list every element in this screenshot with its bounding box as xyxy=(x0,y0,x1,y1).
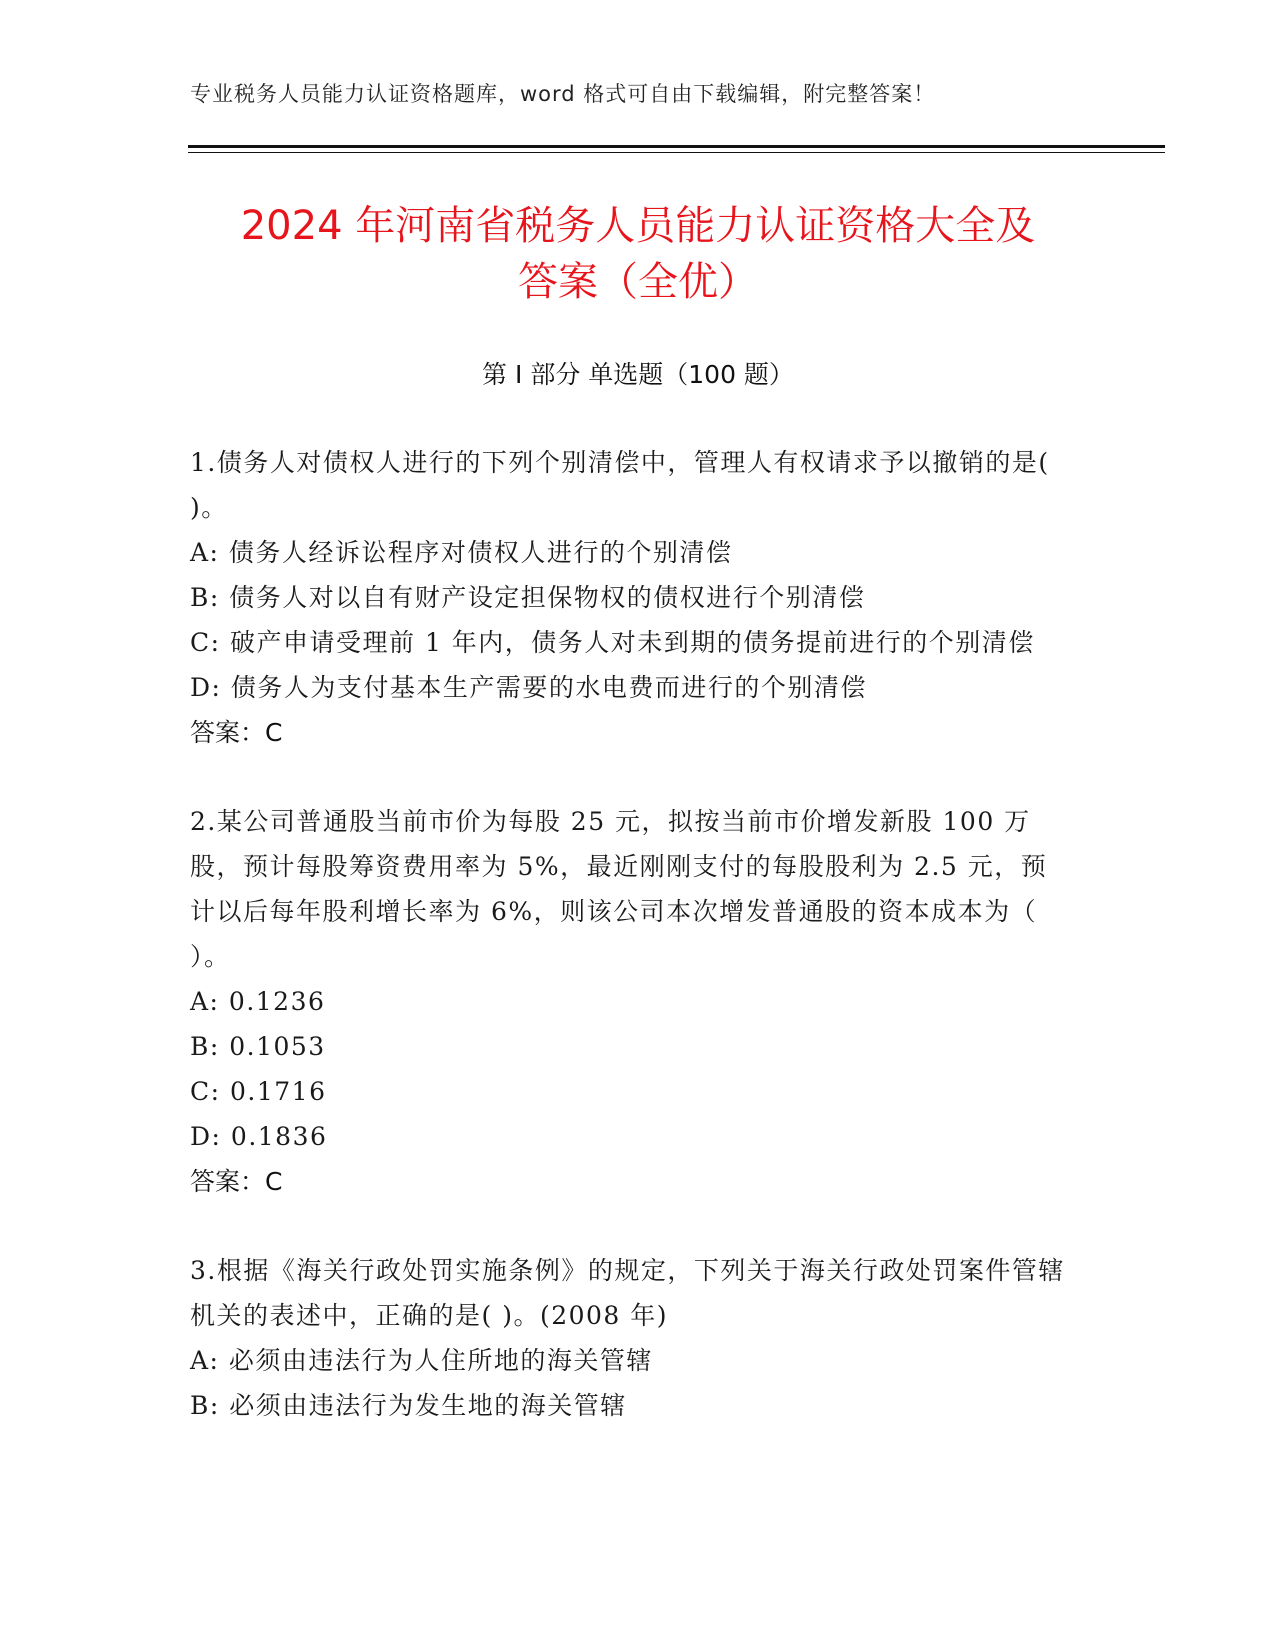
question-2 xyxy=(190,799,1070,1204)
option-b: B: 必须由违法行为发生地的海关管辖 xyxy=(190,1391,627,1420)
header-rule-thin xyxy=(188,152,1165,153)
question-stem: 1.债务人对债权人进行的下列个别清偿中，管理人有权请求予以撤销的是( )。 xyxy=(190,448,1050,522)
question-3 xyxy=(190,1248,1070,1428)
question-list xyxy=(190,440,1070,1472)
question-stem: 2.某公司普通股当前市价为每股 25 元，拟按当前市价增发新股 100 万股，预计每股筹资费用率为 5%，最近刚刚支付的每股股利为 2.5 元，预计以后每年股利增长率为 6%，则该公司本次增发普通股的资本成本为（ ）。 xyxy=(190,807,1048,971)
option-c: C: 0.1716 xyxy=(190,1077,327,1106)
option-d: D: 0.1836 xyxy=(190,1122,328,1151)
header-rule-thick xyxy=(188,145,1165,148)
document-title xyxy=(188,198,1088,310)
answer-line: 答案：C xyxy=(190,1167,283,1196)
option-c: C: 破产申请受理前 1 年内，债务人对未到期的债务提前进行的个别清偿 xyxy=(190,628,1035,657)
document-title-line-1: 2024 年河南省税务人员能力认证资格大全及 xyxy=(240,203,1036,249)
option-a: A: 必须由违法行为人住所地的海关管辖 xyxy=(190,1346,653,1375)
header-note: 专业税务人员能力认证资格题库，word 格式可自由下载编辑，附完整答案！ xyxy=(190,82,936,106)
question-1 xyxy=(190,440,1070,755)
answer-line: 答案：C xyxy=(190,718,283,747)
option-b: B: 0.1053 xyxy=(190,1032,326,1061)
option-b: B: 债务人对以自有财产设定担保物权的债权进行个别清偿 xyxy=(190,583,866,612)
question-stem: 3.根据《海关行政处罚实施条例》的规定，下列关于海关行政处罚案件管辖机关的表述中，正确的是( )。(2008 年) xyxy=(190,1256,1065,1330)
section-heading: 第 I 部分 单选题（100 题） xyxy=(482,360,794,389)
option-a: A: 0.1236 xyxy=(190,987,326,1016)
document-title-line-2: 答案（全优） xyxy=(518,259,758,305)
option-d: D: 债务人为支付基本生产需要的水电费而进行的个别清偿 xyxy=(190,673,867,702)
option-a: A: 债务人经诉讼程序对债权人进行的个别清偿 xyxy=(190,538,733,567)
